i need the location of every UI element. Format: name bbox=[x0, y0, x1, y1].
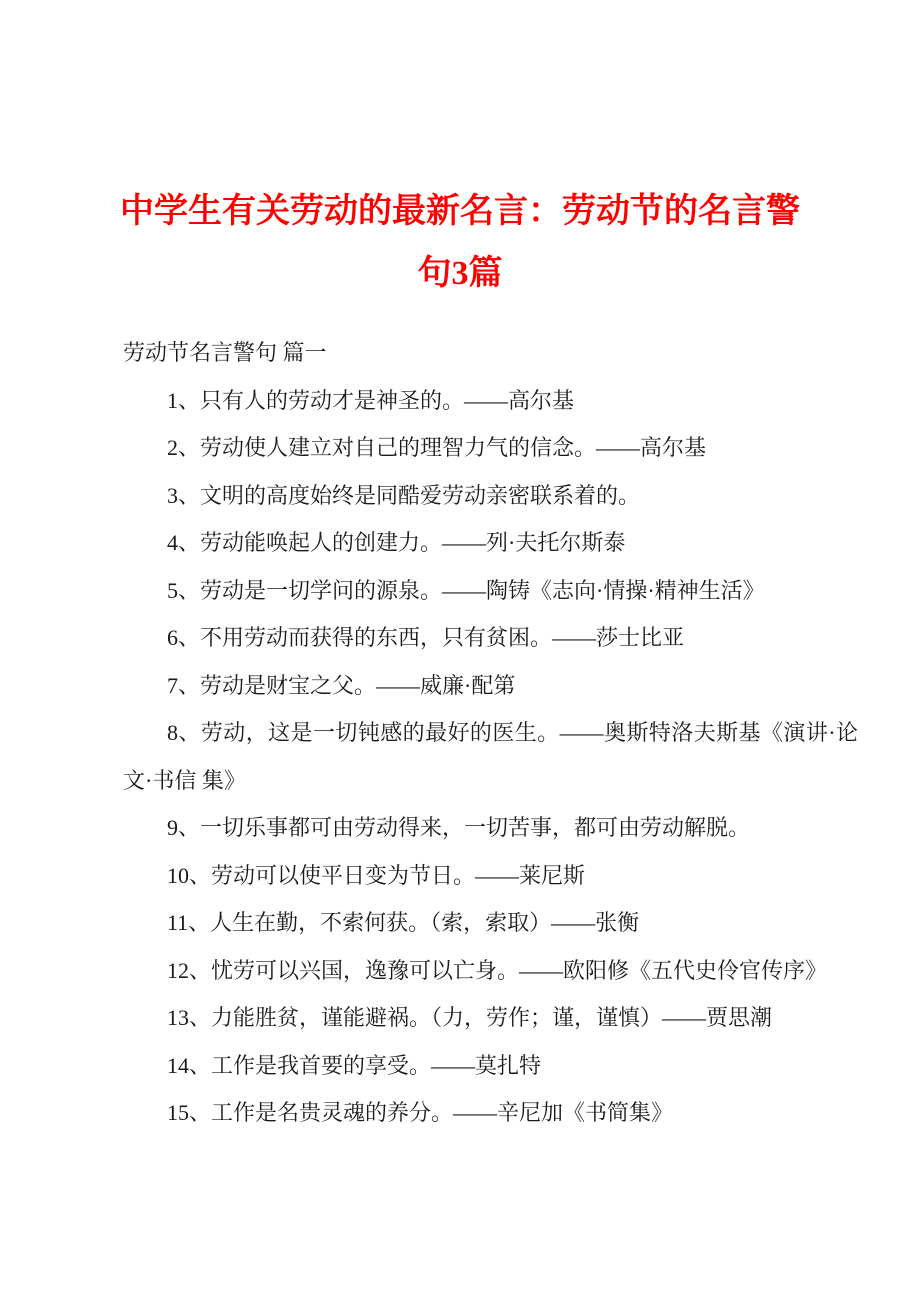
quote-item: 14、工作是我首要的享受。——莫扎特 bbox=[167, 1052, 542, 1078]
quote-item: 1、只有人的劳动才是神圣的。——高尔基 bbox=[167, 387, 575, 413]
document-body bbox=[0, 305, 920, 1137]
quote-item: 10、劳动可以使平日变为节日。——莱尼斯 bbox=[167, 862, 586, 888]
quote-item: 6、不用劳动而获得的东西，只有贫困。——莎士比亚 bbox=[167, 625, 685, 650]
quote-item: 15、工作是名贵灵魂的养分。——辛尼加《书简集》 bbox=[167, 1100, 674, 1125]
quote-item: 5、劳动是一切学问的源泉。——陶铸《志向·情操·精神生活》 bbox=[167, 577, 765, 603]
quote-item: 8、劳动，这是一切钝感的最好的医生。——奥斯特洛夫斯基《演讲·论文·书信 集》 bbox=[123, 720, 858, 793]
document-title-line-1: 中学生有关劳动的最新名言：劳动节的名言警 bbox=[120, 193, 800, 230]
quote-item: 11、人生在勤，不索何获。（索，索取）——张衡 bbox=[167, 910, 640, 935]
document-title-line-2: 句3篇 bbox=[417, 255, 503, 292]
quote-item: 2、劳动使人建立对自己的理智力气的信念。——高尔基 bbox=[167, 435, 707, 460]
section-heading: 劳动节名言警句 篇一 bbox=[123, 340, 327, 365]
document-title bbox=[0, 181, 920, 305]
quote-item: 12、忧劳可以兴国，逸豫可以亡身。——欧阳修《五代史伶官传序》 bbox=[167, 957, 828, 983]
quote-item: 3、文明的高度始终是同酷爱劳动亲密联系着的。 bbox=[167, 482, 641, 508]
quote-item: 9、一切乐事都可由劳动得来，一切苦事，都可由劳动解脱。 bbox=[167, 815, 751, 840]
quote-item: 7、劳动是财宝之父。——威廉·配第 bbox=[167, 672, 516, 698]
quote-item: 4、劳动能唤起人的创建力。——列·夫托尔斯泰 bbox=[167, 530, 626, 555]
quote-item: 13、力能胜贫，谨能避祸。（力，劳作；谨，谨慎）——贾思潮 bbox=[167, 1005, 773, 1030]
